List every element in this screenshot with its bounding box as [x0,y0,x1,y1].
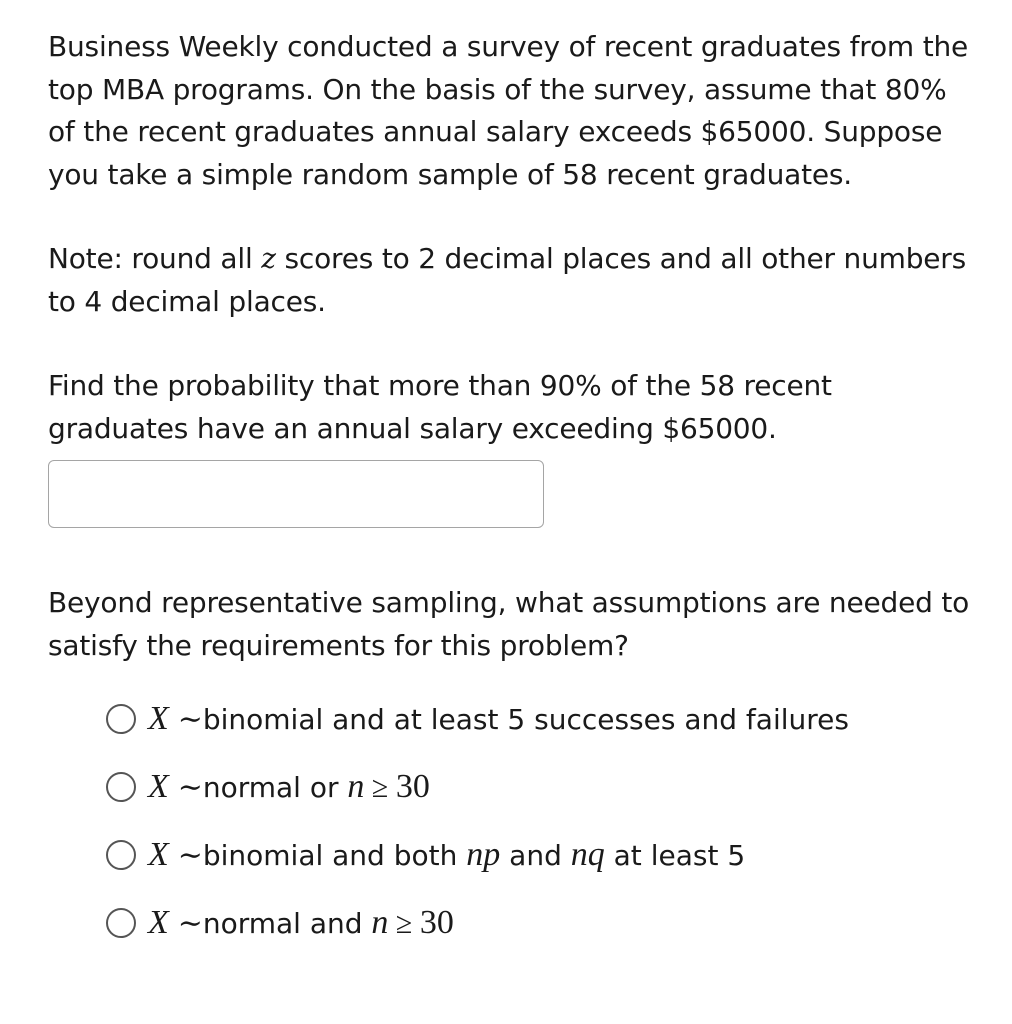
tilde-symbol: ∼ [177,703,203,736]
n-variable: n [371,904,389,941]
n-variable: n [347,768,365,805]
part1-prompt: Find the probability that more than 90% of the 58 recent graduates have an annual salary exceeding $65000. [48,369,832,445]
tilde-symbol: ∼ [177,771,203,804]
radio-button[interactable] [106,704,136,734]
note-after: scores to 2 decimal places and all other numbers to 4 decimal places. [48,242,967,318]
ge-symbol: ≥ [364,771,396,804]
x-variable: X [148,768,169,805]
tilde-symbol: ∼ [177,839,203,872]
option-text: normal or [202,771,348,804]
option-binomial-np-nq[interactable] [106,821,978,889]
question-intro: Business Weekly conducted a survey of recent graduates from the top MBA programs. On the basis of the survey, assume that 80% of the recent graduates annual salary exceeds $65000. Suppose you take a simple random sample of 58 recent graduates. [48,30,969,191]
x-variable: X [148,904,169,941]
part2-prompt: Beyond representative sampling, what assumptions are needed to satisfy the requirements for this problem? [48,586,970,662]
radio-button[interactable] [106,840,136,870]
option-label [148,904,454,942]
threshold-number: 30 [395,768,430,805]
option-binomial-successes-failures[interactable] [106,685,978,753]
option-text: normal and [202,907,372,940]
option-text: binomial and at least 5 successes and failures [202,703,849,736]
option-label [148,700,849,738]
x-variable: X [148,700,169,737]
question-container [48,26,978,957]
radio-button[interactable] [106,772,136,802]
ge-symbol: ≥ [388,907,420,940]
tail-text: at least 5 [604,839,746,872]
option-label [148,768,430,806]
note-before: Note: round all [48,242,262,275]
threshold-number: 30 [419,904,454,941]
z-variable: z [261,242,276,275]
x-variable: X [148,836,169,873]
option-normal-or-n30[interactable] [106,753,978,821]
option-text: binomial and both [202,839,467,872]
tilde-symbol: ∼ [177,907,203,940]
nq-variable: nq [570,836,605,873]
rounding-note [48,238,978,323]
and-text: and [500,839,571,872]
option-label [148,836,745,874]
option-normal-and-n30[interactable] [106,889,978,957]
radio-button[interactable] [106,908,136,938]
np-variable: np [466,836,501,873]
assumption-options [106,685,978,957]
probability-answer-input[interactable] [48,460,544,528]
